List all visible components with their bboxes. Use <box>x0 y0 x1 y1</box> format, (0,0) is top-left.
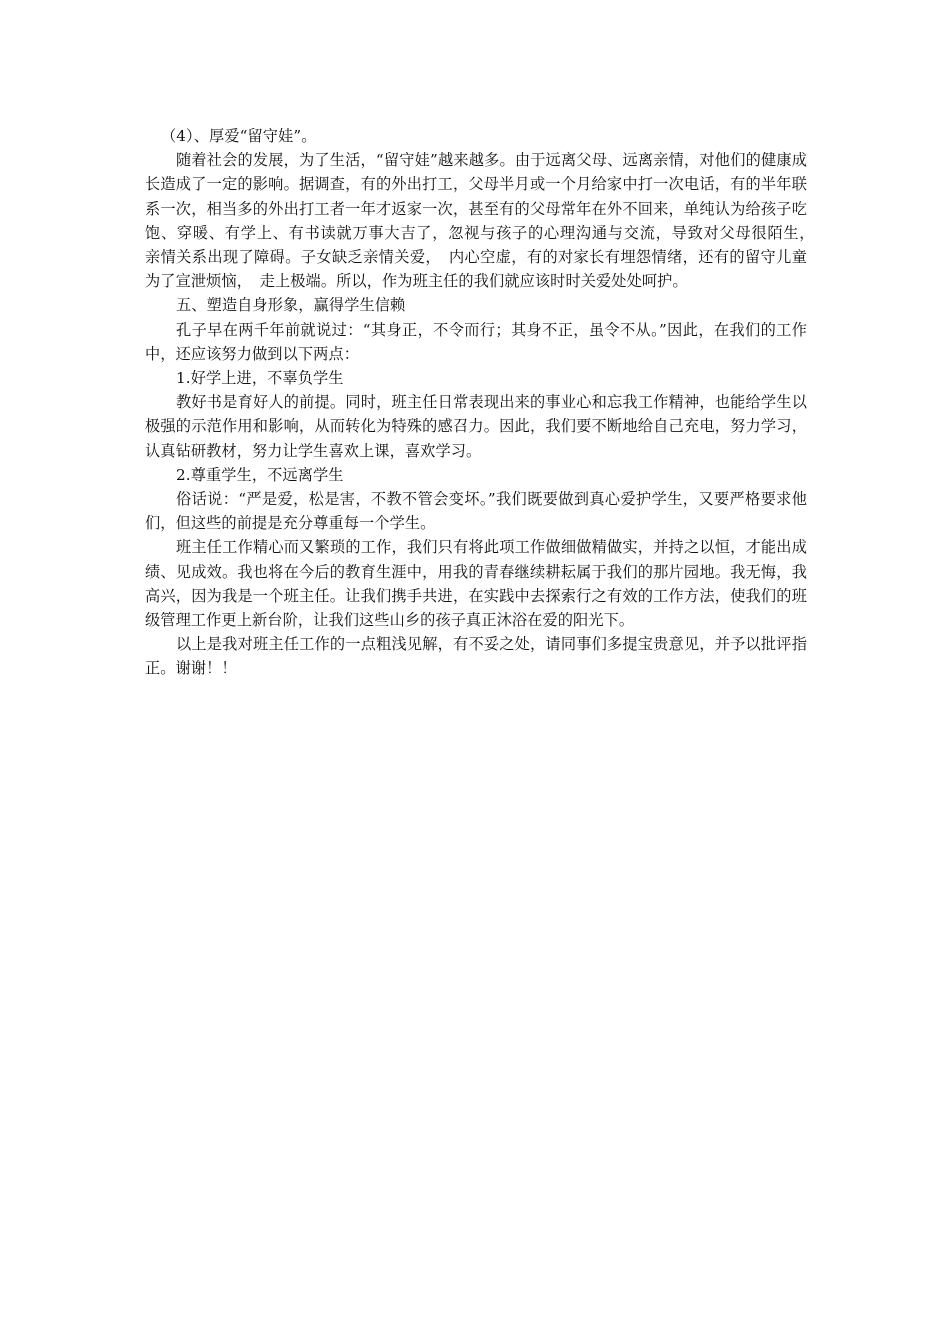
paragraph-left-behind-children: 随着社会的发展，为了生活，“留守娃”越来越多。由于远离父母、远离亲情，对他们的健康成长造成了一定的影响。据调查，有的外出打工，父母半月或一个月给家中打一次电话，有的半年联系一次，相当多的外出打工者一年才返家一次，甚至有的父母常年在外不回来，单纯认为给孩子吃饱、穿暖、有学上、有书读就万事大吉了，忽视与孩子的心理沟通与交流，导致对父母很陌生， 亲情关系出现了障碍。子女缺乏亲情关爱， 内心空虚，有的对家长有埋怨情绪，还有的留守儿童为了宣泄烦恼， 走上极端。所以，作为班主任的我们就应该时时关爱处处呵护。 <box>145 151 823 291</box>
section-heading-care-left-behind-children: （4）、厚爱“留守娃”。 <box>161 127 317 145</box>
paragraph-teach-well: 教好书是育好人的前提。同时，班主任日常表现出来的事业心和忘我工作精神，也能给学生以极强的示范作用和影响，从而转化为特殊的感召力。因此，我们要不断地给自己充电，努力学习，认真钻研教材，努力让学生喜欢上课，喜欢学习。 <box>145 393 807 460</box>
paragraph-closing: 以上是我对班主任工作的一点粗浅见解，有不妥之处，请同事们多提宝贵意见，并予以批评指正。谢谢！！ <box>145 635 807 678</box>
paragraph-confucius-quote: 孔子早在两千年前就说过：“其身正，不令而行；其身不正，虽令不从。”因此，在我们的工作中，还应该努力做到以下两点： <box>145 320 807 363</box>
document-body <box>145 124 823 681</box>
section-heading-self-image: 五、塑造自身形象，赢得学生信赖 <box>176 296 406 315</box>
subheading-study-hard: 1.好学上进，不辜负学生 <box>176 369 344 388</box>
paragraph-class-teacher-work: 班主任工作精心而又繁琐的工作，我们只有将此项工作做细做精做实，并持之以恒，才能出成绩、见成效。我也将在今后的教育生涯中，用我的青春继续耕耘属于我们的那片园地。我无悔，我高兴，因为我是一个班主任。让我们携手共进，在实践中去探索行之有效的工作方法，使我们的班级管理工作更上新台阶，让我们这些山乡的孩子真正沐浴在爱的阳光下。 <box>145 538 807 630</box>
subheading-respect-students: 2.尊重学生，不远离学生 <box>176 465 344 484</box>
paragraph-proverb: 俗话说：“严是爱，松是害，不教不管会变坏。”我们既要做到真心爱护学生，又要严格要求他们，但这些的前提是充分尊重每一个学生。 <box>145 490 807 533</box>
